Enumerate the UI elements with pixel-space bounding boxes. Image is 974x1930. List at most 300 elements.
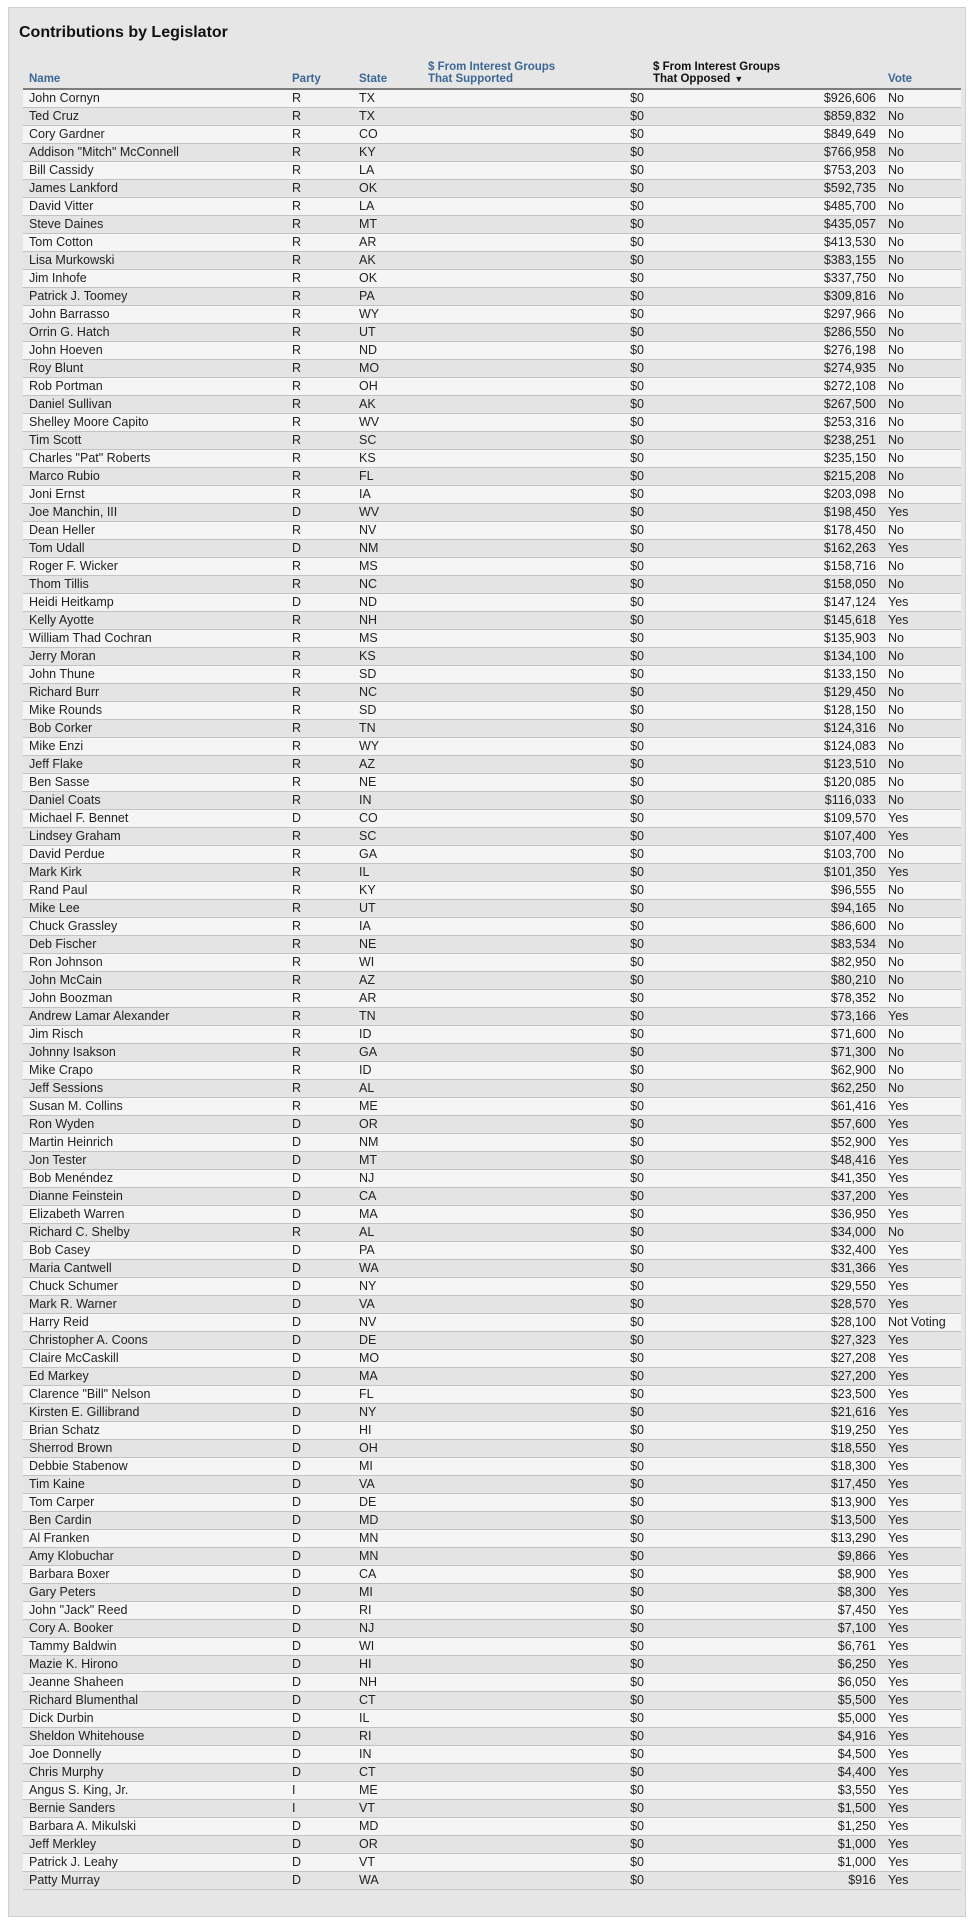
cell-party: D [286,1332,353,1350]
cell-vote: Yes [882,1476,961,1494]
cell-vote: No [882,882,961,900]
cell-opposed: $73,166 [647,1008,882,1026]
cell-name: Barbara Boxer [23,1566,286,1584]
cell-vote: Yes [882,1548,961,1566]
table-row [23,1134,961,1152]
cell-party: R [286,720,353,738]
cell-state: NJ [353,1170,422,1188]
table-row [23,1656,961,1674]
cell-opposed: $435,057 [647,216,882,234]
cell-vote: No [882,756,961,774]
cell-state: AK [353,252,422,270]
cell-vote: No [882,648,961,666]
cell-party: R [286,414,353,432]
cell-opposed: $96,555 [647,882,882,900]
cell-name: Elizabeth Warren [23,1206,286,1224]
cell-supported: $0 [422,738,647,756]
cell-state: MI [353,1458,422,1476]
cell-supported: $0 [422,882,647,900]
cell-party: R [286,954,353,972]
table-row [23,126,961,144]
table-row [23,954,961,972]
cell-supported: $0 [422,216,647,234]
cell-party: D [286,1746,353,1764]
cell-party: D [286,1440,353,1458]
cell-vote: Yes [882,1854,961,1872]
cell-state: WI [353,1638,422,1656]
cell-vote: No [882,666,961,684]
cell-vote: Yes [882,612,961,630]
cell-party: R [286,792,353,810]
cell-opposed: $1,000 [647,1836,882,1854]
cell-party: R [286,864,353,882]
cell-state: GA [353,1044,422,1062]
cell-supported: $0 [422,1656,647,1674]
cell-vote: Yes [882,540,961,558]
cell-vote: Yes [882,1170,961,1188]
cell-party: R [286,180,353,198]
cell-vote: No [882,324,961,342]
cell-state: MA [353,1368,422,1386]
cell-name: Kelly Ayotte [23,612,286,630]
table-row [23,1206,961,1224]
cell-state: FL [353,1386,422,1404]
cell-opposed: $28,100 [647,1314,882,1332]
column-header-supported[interactable] [422,58,647,89]
cell-vote: Yes [882,1656,961,1674]
table-row [23,1800,961,1818]
table-row [23,450,961,468]
cell-state: NV [353,1314,422,1332]
cell-opposed: $62,900 [647,1062,882,1080]
table-row [23,162,961,180]
table-row [23,342,961,360]
cell-party: R [286,126,353,144]
cell-name: Dianne Feinstein [23,1188,286,1206]
cell-supported: $0 [422,1620,647,1638]
cell-state: NC [353,576,422,594]
cell-vote: Not Voting [882,1314,961,1332]
column-header-party[interactable] [286,58,353,89]
cell-name: John Thune [23,666,286,684]
cell-name: Thom Tillis [23,576,286,594]
contributions-panel [8,7,966,1917]
cell-party: R [286,630,353,648]
cell-state: CO [353,126,422,144]
table-row [23,1512,961,1530]
cell-vote: Yes [882,1188,961,1206]
cell-opposed: $4,916 [647,1728,882,1746]
cell-supported: $0 [422,540,647,558]
table-row [23,1422,961,1440]
cell-supported: $0 [422,1008,647,1026]
cell-state: MT [353,1152,422,1170]
cell-state: NC [353,684,422,702]
cell-party: D [286,1386,353,1404]
cell-name: Orrin G. Hatch [23,324,286,342]
cell-vote: No [882,990,961,1008]
cell-opposed: $272,108 [647,378,882,396]
cell-vote: No [882,89,961,108]
table-row [23,1530,961,1548]
table-row [23,1674,961,1692]
cell-party: R [286,432,353,450]
cell-vote: Yes [882,864,961,882]
cell-opposed: $215,208 [647,468,882,486]
cell-party: R [286,198,353,216]
cell-name: Brian Schatz [23,1422,286,1440]
cell-supported: $0 [422,1062,647,1080]
cell-state: PA [353,288,422,306]
cell-name: Deb Fischer [23,936,286,954]
cell-opposed: $145,618 [647,612,882,630]
column-header-vote[interactable] [882,58,961,89]
table-row [23,1584,961,1602]
cell-supported: $0 [422,1386,647,1404]
cell-supported: $0 [422,954,647,972]
cell-name: Richard Blumenthal [23,1692,286,1710]
cell-opposed: $7,450 [647,1602,882,1620]
cell-opposed: $123,510 [647,756,882,774]
cell-state: IA [353,918,422,936]
cell-opposed: $7,100 [647,1620,882,1638]
cell-vote: No [882,180,961,198]
cell-party: R [286,468,353,486]
cell-name: Rand Paul [23,882,286,900]
table-row [23,1044,961,1062]
cell-name: Jerry Moran [23,648,286,666]
table-row [23,1620,961,1638]
cell-state: MO [353,360,422,378]
table-row [23,576,961,594]
cell-name: Debbie Stabenow [23,1458,286,1476]
cell-supported: $0 [422,1530,647,1548]
column-header-state[interactable] [353,58,422,89]
column-header-opposed[interactable] [647,58,882,89]
table-row [23,89,961,108]
table-row [23,1710,961,1728]
cell-name: Tom Carper [23,1494,286,1512]
cell-party: D [286,1206,353,1224]
cell-state: ID [353,1062,422,1080]
table-row [23,1566,961,1584]
cell-supported: $0 [422,468,647,486]
cell-supported: $0 [422,1548,647,1566]
cell-opposed: $337,750 [647,270,882,288]
cell-supported: $0 [422,1638,647,1656]
cell-name: Claire McCaskill [23,1350,286,1368]
cell-vote: No [882,1062,961,1080]
cell-opposed: $27,208 [647,1350,882,1368]
cell-vote: Yes [882,1710,961,1728]
cell-state: MD [353,1512,422,1530]
cell-vote: Yes [882,1152,961,1170]
cell-opposed: $32,400 [647,1242,882,1260]
cell-name: Patrick J. Leahy [23,1854,286,1872]
cell-name: Michael F. Bennet [23,810,286,828]
cell-name: David Perdue [23,846,286,864]
cell-party: D [286,1404,353,1422]
cell-state: NM [353,540,422,558]
cell-state: LA [353,198,422,216]
cell-state: HI [353,1656,422,1674]
cell-vote: Yes [882,1134,961,1152]
cell-party: R [286,936,353,954]
cell-supported: $0 [422,936,647,954]
cell-vote: Yes [882,1350,961,1368]
cell-opposed: $57,600 [647,1116,882,1134]
cell-state: MD [353,1818,422,1836]
cell-name: Dick Durbin [23,1710,286,1728]
cell-vote: No [882,378,961,396]
cell-vote: No [882,1044,961,1062]
cell-vote: Yes [882,1440,961,1458]
cell-name: John Barrasso [23,306,286,324]
cell-party: D [286,1656,353,1674]
table-row [23,1692,961,1710]
cell-party: R [286,1008,353,1026]
cell-supported: $0 [422,1746,647,1764]
cell-supported: $0 [422,234,647,252]
cell-name: Rob Portman [23,378,286,396]
cell-party: D [286,1476,353,1494]
cell-vote: No [882,234,961,252]
cell-opposed: $147,124 [647,594,882,612]
cell-opposed: $28,570 [647,1296,882,1314]
cell-name: John McCain [23,972,286,990]
cell-name: Dean Heller [23,522,286,540]
column-header-opposed-line2: That Opposed [653,73,731,85]
cell-vote: Yes [882,1818,961,1836]
cell-name: Al Franken [23,1530,286,1548]
cell-state: NY [353,1278,422,1296]
cell-state: NH [353,612,422,630]
cell-state: NY [353,1404,422,1422]
cell-party: D [286,1620,353,1638]
table-row [23,1494,961,1512]
table-row [23,540,961,558]
cell-state: IL [353,1710,422,1728]
cell-state: AL [353,1080,422,1098]
cell-party: R [286,89,353,108]
cell-supported: $0 [422,1242,647,1260]
cell-party: D [286,1872,353,1890]
cell-opposed: $116,033 [647,792,882,810]
table-row [23,900,961,918]
column-header-name[interactable] [23,58,286,89]
cell-party: D [286,1152,353,1170]
cell-vote: No [882,684,961,702]
table-row [23,1350,961,1368]
table-row [23,522,961,540]
cell-supported: $0 [422,1476,647,1494]
table-row [23,1152,961,1170]
cell-state: ME [353,1098,422,1116]
cell-name: Marco Rubio [23,468,286,486]
cell-opposed: $9,866 [647,1548,882,1566]
cell-state: IN [353,1746,422,1764]
cell-state: PA [353,1242,422,1260]
cell-name: Ben Sasse [23,774,286,792]
cell-vote: Yes [882,828,961,846]
cell-state: AL [353,1224,422,1242]
cell-name: Shelley Moore Capito [23,414,286,432]
cell-opposed: $109,570 [647,810,882,828]
table-row [23,864,961,882]
cell-opposed: $297,966 [647,306,882,324]
cell-opposed: $48,416 [647,1152,882,1170]
cell-supported: $0 [422,450,647,468]
cell-party: D [286,1350,353,1368]
cell-name: Tammy Baldwin [23,1638,286,1656]
cell-supported: $0 [422,1314,647,1332]
cell-party: R [286,648,353,666]
cell-name: Cory Gardner [23,126,286,144]
cell-supported: $0 [422,972,647,990]
cell-name: Ed Markey [23,1368,286,1386]
cell-opposed: $82,950 [647,954,882,972]
cell-name: Tom Cotton [23,234,286,252]
cell-vote: Yes [882,1566,961,1584]
cell-party: D [286,1602,353,1620]
cell-name: Joe Donnelly [23,1746,286,1764]
cell-vote: No [882,270,961,288]
cell-opposed: $101,350 [647,864,882,882]
cell-vote: No [882,342,961,360]
page-title: Contributions by Legislator [19,24,228,41]
cell-name: John Cornyn [23,89,286,108]
cell-state: NV [353,522,422,540]
cell-name: Daniel Sullivan [23,396,286,414]
cell-opposed: $13,500 [647,1512,882,1530]
cell-state: FL [353,468,422,486]
cell-name: Angus S. King, Jr. [23,1782,286,1800]
cell-party: R [286,396,353,414]
cell-vote: No [882,702,961,720]
table-row [23,270,961,288]
cell-supported: $0 [422,1422,647,1440]
cell-vote: No [882,738,961,756]
cell-name: Roy Blunt [23,360,286,378]
cell-opposed: $178,450 [647,522,882,540]
cell-supported: $0 [422,1278,647,1296]
cell-party: R [286,702,353,720]
cell-opposed: $383,155 [647,252,882,270]
cell-party: D [286,1584,353,1602]
cell-name: Joe Manchin, III [23,504,286,522]
table-row [23,918,961,936]
cell-opposed: $86,600 [647,918,882,936]
cell-supported: $0 [422,666,647,684]
table-row [23,216,961,234]
cell-supported: $0 [422,1098,647,1116]
table-row [23,1242,961,1260]
cell-vote: No [882,900,961,918]
cell-state: AR [353,990,422,1008]
cell-party: R [286,1080,353,1098]
table-row [23,792,961,810]
cell-supported: $0 [422,89,647,108]
cell-opposed: $849,649 [647,126,882,144]
cell-opposed: $17,450 [647,1476,882,1494]
table-row [23,774,961,792]
cell-supported: $0 [422,720,647,738]
table-row [23,1872,961,1890]
cell-state: WV [353,414,422,432]
cell-state: MT [353,216,422,234]
cell-state: TX [353,89,422,108]
cell-party: R [286,216,353,234]
cell-vote: No [882,558,961,576]
cell-name: Andrew Lamar Alexander [23,1008,286,1026]
table-row [23,360,961,378]
cell-supported: $0 [422,180,647,198]
cell-state: AZ [353,972,422,990]
cell-opposed: $916 [647,1872,882,1890]
table-row [23,414,961,432]
cell-opposed: $6,250 [647,1656,882,1674]
cell-supported: $0 [422,1872,647,1890]
cell-supported: $0 [422,1692,647,1710]
table-row [23,1854,961,1872]
cell-supported: $0 [422,1512,647,1530]
table-row [23,1062,961,1080]
table-row [23,1170,961,1188]
cell-opposed: $286,550 [647,324,882,342]
cell-party: R [286,234,353,252]
cell-supported: $0 [422,594,647,612]
cell-opposed: $6,050 [647,1674,882,1692]
cell-vote: No [882,144,961,162]
cell-name: Daniel Coats [23,792,286,810]
table-row [23,324,961,342]
cell-vote: Yes [882,1746,961,1764]
cell-name: Ron Johnson [23,954,286,972]
cell-vote: Yes [882,1602,961,1620]
cell-name: Maria Cantwell [23,1260,286,1278]
cell-opposed: $859,832 [647,108,882,126]
cell-supported: $0 [422,630,647,648]
cell-state: KY [353,882,422,900]
cell-state: ID [353,1026,422,1044]
table-row [23,1602,961,1620]
cell-supported: $0 [422,828,647,846]
table-row [23,180,961,198]
cell-name: Mark Kirk [23,864,286,882]
cell-state: IN [353,792,422,810]
cell-state: VA [353,1476,422,1494]
cell-supported: $0 [422,1188,647,1206]
cell-party: R [286,774,353,792]
cell-party: I [286,1800,353,1818]
cell-state: WY [353,306,422,324]
cell-state: RI [353,1602,422,1620]
cell-party: R [286,306,353,324]
table-row [23,288,961,306]
cell-party: D [286,1170,353,1188]
cell-state: TN [353,720,422,738]
cell-opposed: $107,400 [647,828,882,846]
cell-opposed: $71,300 [647,1044,882,1062]
table-row [23,432,961,450]
cell-name: David Vitter [23,198,286,216]
cell-party: D [286,1692,353,1710]
cell-name: Chuck Grassley [23,918,286,936]
cell-state: OR [353,1116,422,1134]
cell-vote: Yes [882,1638,961,1656]
cell-name: Joni Ernst [23,486,286,504]
cell-vote: Yes [882,1422,961,1440]
